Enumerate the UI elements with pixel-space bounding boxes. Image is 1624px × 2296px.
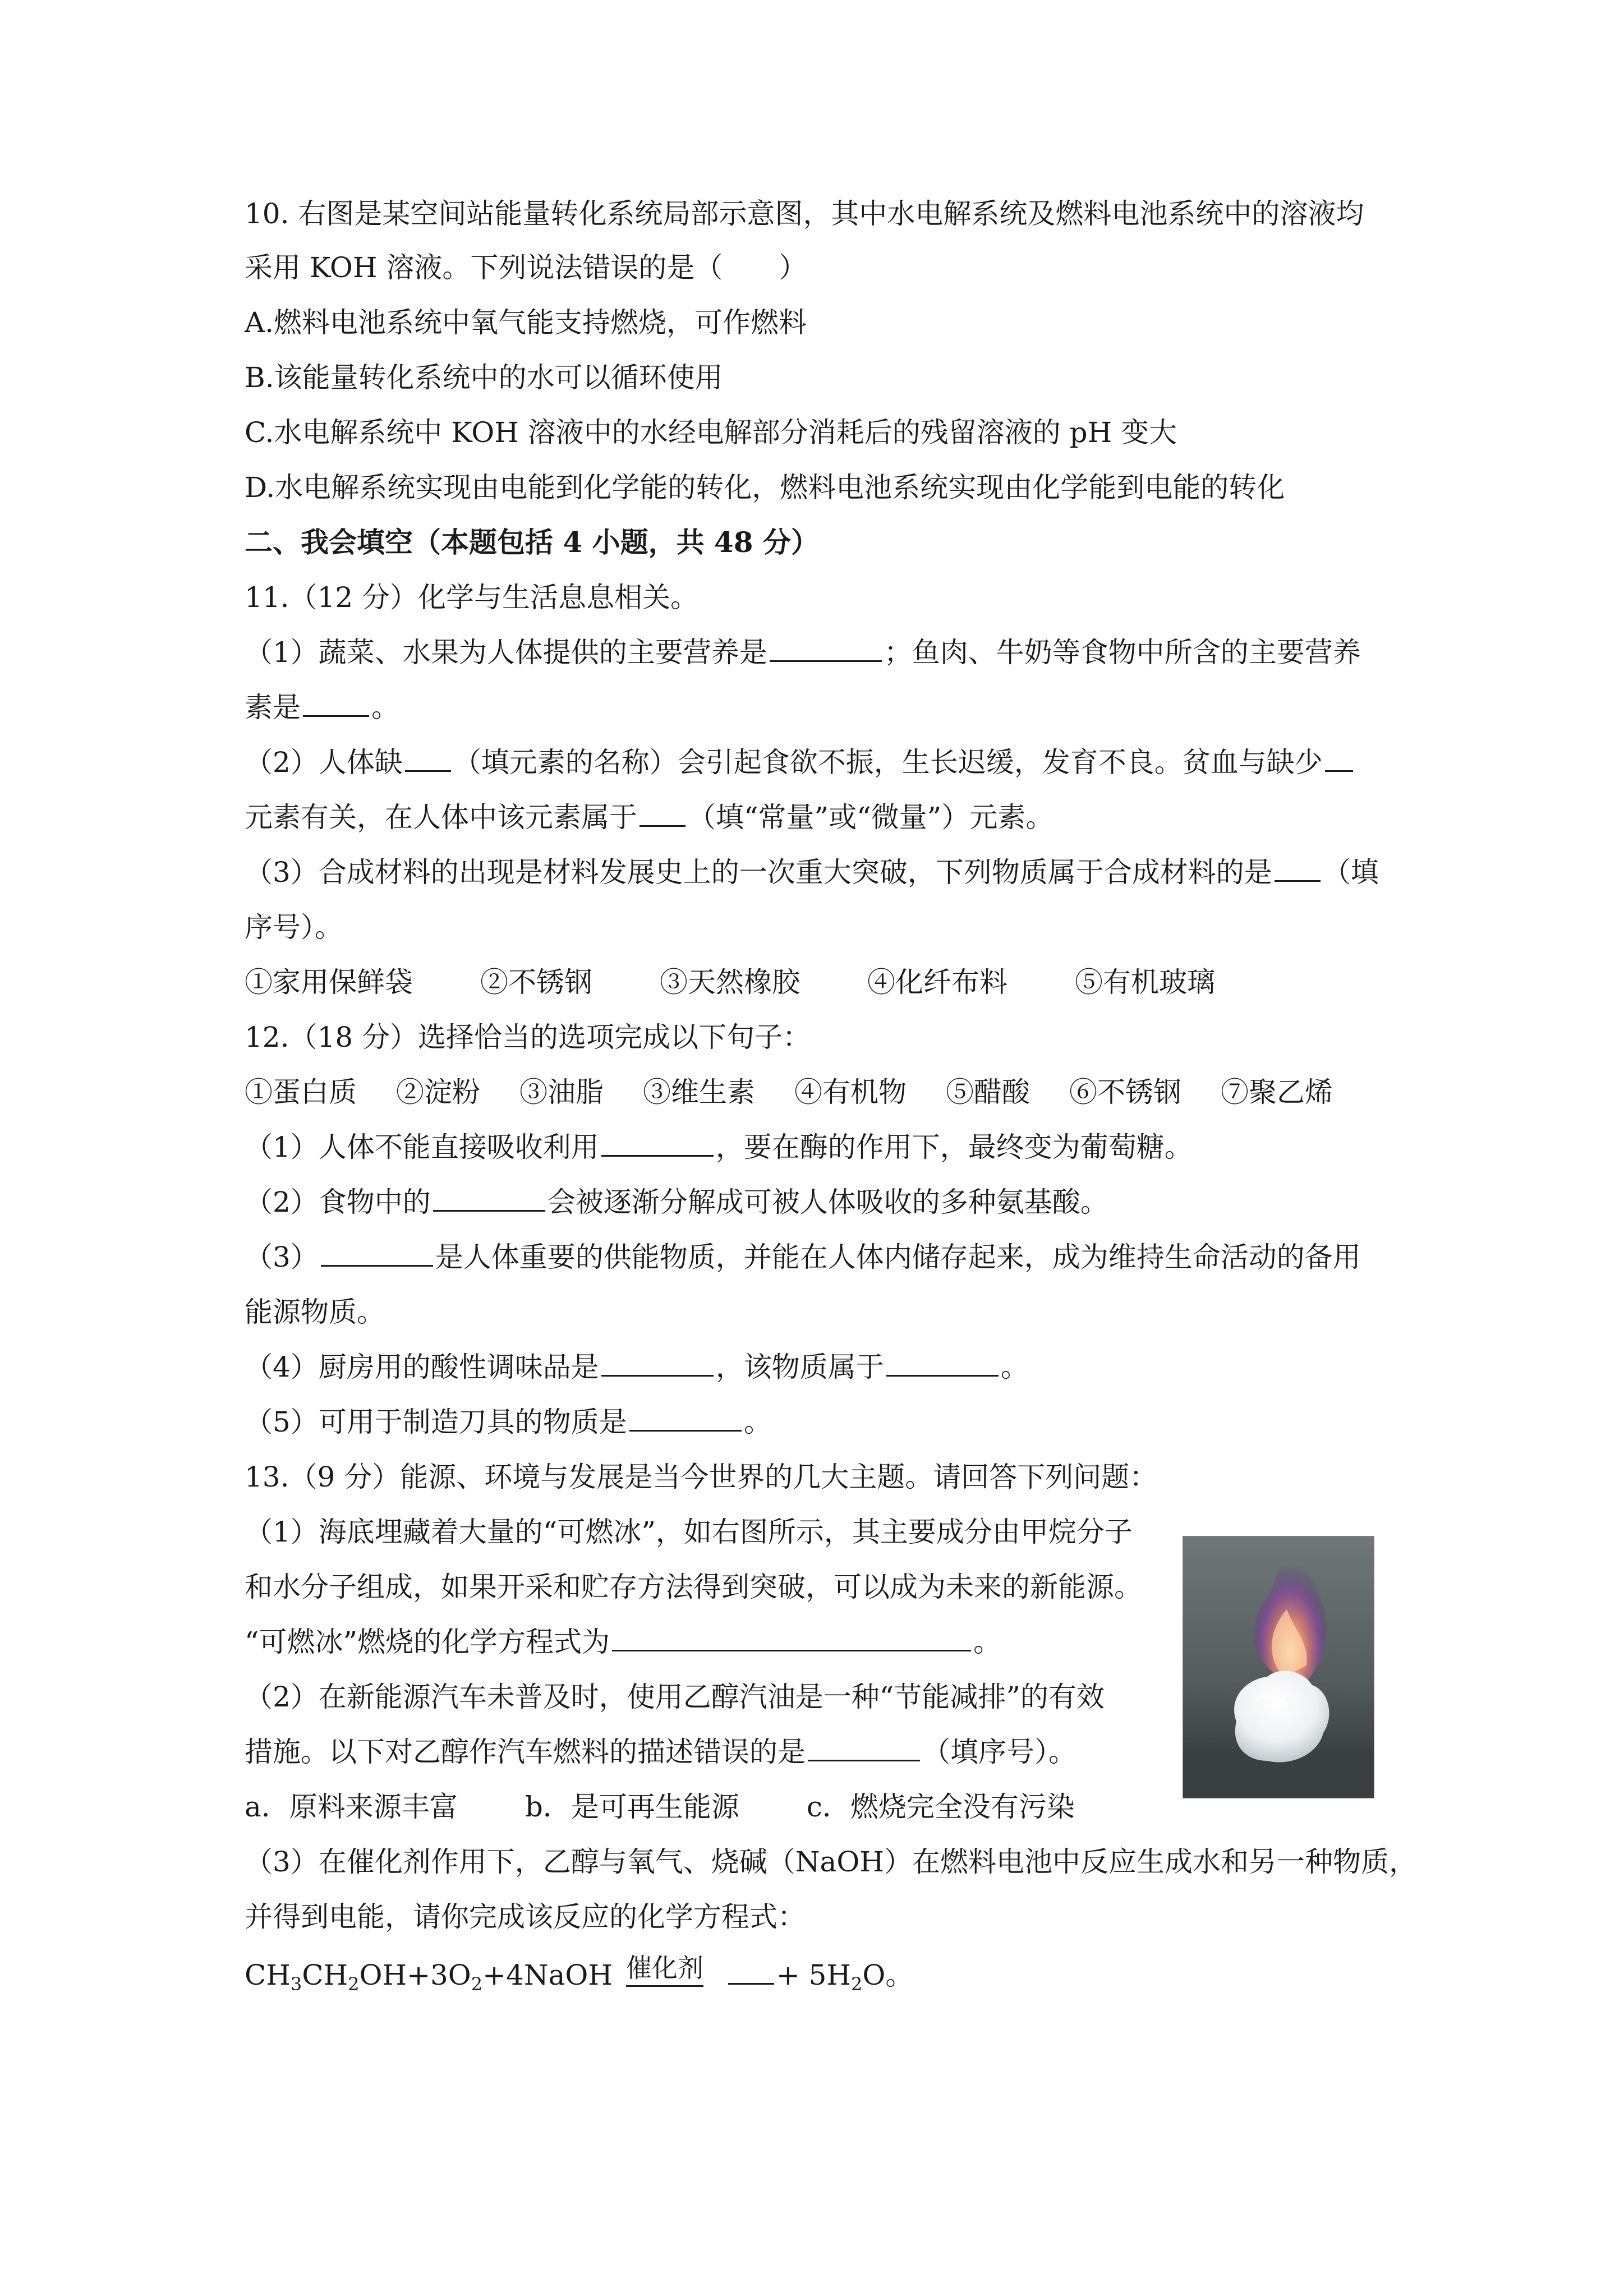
q13-part3-line2: 并得到电能，请你完成该反应的化学方程式： — [245, 1901, 806, 1933]
q13-p2-text: 措施。以下对乙醇作汽车燃料的描述错误的是 — [245, 1736, 806, 1768]
q12-p4-text: 。 — [1000, 1351, 1029, 1383]
q10-option-a: A.燃料电池系统中氧气能支持燃烧，可作燃料 — [245, 306, 807, 339]
eq-subscript: 3 — [290, 1973, 302, 1995]
q12-part3-line1 — [245, 1240, 1361, 1274]
q13-p1-text: “可燃冰”燃烧的化学方程式为 — [245, 1626, 610, 1658]
answer-blank[interactable] — [629, 1405, 742, 1432]
q13-options — [245, 1789, 1075, 1824]
q10-option-c: C.水电解系统中 KOH 溶液中的水经电解部分消耗后的残留溶液的 pH 变大 — [245, 416, 1177, 449]
q13-p1-text: 。 — [973, 1626, 1002, 1658]
q11-part3-line2: 序号）。 — [245, 911, 343, 944]
q11-p1-text: ；鱼肉、牛奶等食物中所含的主要营养 — [884, 636, 1361, 669]
answer-blank[interactable] — [405, 746, 451, 772]
q11-p3-text: （填 — [1322, 856, 1379, 889]
q12-p5-text: （5）可用于制造刀具的物质是 — [245, 1406, 627, 1438]
q11-p3-text: （3）合成材料的出现是材料发展史上的一次重大突破，下列物质属于合成材料的是 — [245, 856, 1272, 889]
choice-item: ⑤有机玻璃 — [1075, 966, 1215, 999]
answer-blank[interactable] — [886, 1350, 999, 1377]
choice-item: c．燃烧完全没有污染 — [806, 1791, 1075, 1823]
q11-p2-text: 元素有关，在人体中该元素属于 — [245, 801, 637, 834]
q13-part2-line1: （2）在新能源汽车未普及时，使用乙醇汽油是一种“节能减排”的有效 — [245, 1681, 1105, 1713]
q12-title: 12.（18 分）选择恰当的选项完成以下句子： — [245, 1021, 811, 1053]
section-heading: 二、我会填空（本题包括 4 小题，共 48 分） — [245, 526, 819, 559]
q12-p1-text: （1）人体不能直接吸收利用 — [245, 1131, 599, 1163]
q12-p4-text: ，该物质属于 — [715, 1351, 884, 1383]
q13-p2-text: （填序号）。 — [922, 1736, 1076, 1768]
choice-item: a．原料来源丰富 — [245, 1791, 458, 1823]
combustible-ice-image — [1183, 1536, 1374, 1798]
eq-text: O。 — [862, 1959, 914, 1991]
eq-text: +4NaOH — [482, 1959, 613, 1991]
q11-p2-text: （填“常量”或“微量”）元素。 — [688, 801, 1054, 834]
q12-p3-text: （3） — [245, 1241, 319, 1273]
answer-blank[interactable] — [728, 1958, 774, 1985]
q10-option-b: B.该能量转化系统中的水可以循环使用 — [245, 361, 723, 394]
eq-subscript: 2 — [348, 1973, 360, 1995]
answer-blank[interactable] — [601, 1350, 714, 1377]
answer-blank[interactable] — [640, 800, 686, 827]
q12-part3-line2: 能源物质。 — [245, 1296, 385, 1328]
q11-part2-line1 — [245, 745, 1355, 780]
combustible-ice-photo — [1183, 1536, 1374, 1798]
answer-blank[interactable] — [1275, 855, 1321, 882]
answer-blank[interactable] — [612, 1625, 971, 1651]
q12-p5-text: 。 — [743, 1406, 772, 1438]
choice-item: ②淀粉 — [396, 1076, 480, 1108]
choice-item: ③维生素 — [643, 1076, 755, 1108]
choice-item: ①蛋白质 — [245, 1076, 357, 1108]
q11-choices — [245, 965, 1215, 1000]
eq-text: + 5H — [776, 1959, 852, 1991]
q11-p2-text: （填元素的名称）会引起食欲不振，生长迟缓，发育不良。贫血与缺少 — [453, 746, 1323, 779]
eq-subscript: 2 — [471, 1973, 483, 1995]
q12-choices — [245, 1075, 1333, 1110]
q12-part2 — [245, 1185, 1108, 1220]
q12-p1-text: ，要在酶的作用下，最终变为葡萄糖。 — [715, 1131, 1193, 1163]
q10-option-d: D.水电解系统实现由电能到化学能的转化，燃料电池系统实现由化学能到电能的转化 — [245, 471, 1285, 504]
answer-blank[interactable] — [433, 1185, 545, 1212]
catalyst-label: 催化剂 — [626, 1950, 703, 1987]
choice-item: ⑥不锈钢 — [1069, 1076, 1181, 1108]
q12-part1 — [245, 1130, 1193, 1165]
q11-part2-line2 — [245, 800, 1053, 835]
answer-blank[interactable] — [770, 636, 882, 662]
eq-subscript: 2 — [851, 1973, 863, 1995]
q12-p2-text: 会被逐渐分解成可被人体吸收的多种氨基酸。 — [547, 1186, 1108, 1218]
answer-blank[interactable] — [303, 691, 369, 717]
choice-item: ③油脂 — [519, 1076, 604, 1108]
choice-item: ④化纤布料 — [867, 966, 1007, 999]
eq-text: CH — [245, 1959, 291, 1991]
choice-item: ②不锈钢 — [480, 966, 592, 999]
chemical-equation — [245, 1953, 914, 1995]
q12-part5 — [245, 1405, 772, 1439]
answer-blank[interactable] — [808, 1735, 920, 1761]
q11-p1-text: 素是 — [245, 691, 301, 724]
q13-part3-line1: （3）在催化剂作用下，乙醇与氧气、烧碱（NaOH）在燃料电池中反应生成水和另一种物质， — [245, 1846, 1417, 1878]
q13-part2-line2 — [245, 1734, 1076, 1769]
answer-blank[interactable] — [321, 1240, 433, 1267]
q12-p4-text: （4）厨房用的酸性调味品是 — [245, 1351, 599, 1383]
q11-part1-line2 — [245, 690, 399, 725]
q11-part1-line1 — [245, 635, 1361, 670]
eq-text: OH+3O — [359, 1959, 471, 1991]
choice-item: b．是可再生能源 — [525, 1791, 739, 1823]
choice-item: ⑦聚乙烯 — [1221, 1076, 1333, 1108]
choice-item: ④有机物 — [794, 1076, 907, 1108]
q11-p1-text: （1）蔬菜、水果为人体提供的主要营养是 — [245, 636, 767, 669]
q11-title: 11.（12 分）化学与生活息息相关。 — [245, 581, 699, 614]
q12-p2-text: （2）食物中的 — [245, 1186, 431, 1218]
q13-part1-line1: （1）海底埋藏着大量的“可燃冰”，如右图所示，其主要成分由甲烷分子 — [245, 1516, 1133, 1548]
q10-stem-line2: 采用 KOH 溶液。下列说法错误的是（ ） — [245, 251, 807, 284]
q12-p3-text: 是人体重要的供能物质，并能在人体内储存起来，成为维持生命活动的备用 — [435, 1241, 1361, 1273]
choice-item: ③天然橡胶 — [660, 966, 800, 999]
choice-item: ⑤醋酸 — [946, 1076, 1030, 1108]
eq-text: CH — [302, 1959, 348, 1991]
q11-part3-line1 — [245, 855, 1379, 890]
q10-stem-line1: 10. 右图是某空间站能量转化系统局部示意图，其中水电解系统及燃料电池系统中的溶液均 — [245, 197, 1364, 230]
choice-item: ①家用保鲜袋 — [245, 966, 413, 999]
q12-part4 — [245, 1350, 1029, 1384]
q13-part1-line2: 和水分子组成，如果开采和贮存方法得到突破，可以成为未来的新能源。 — [245, 1571, 1142, 1603]
q11-p1-text: 。 — [371, 691, 399, 724]
answer-blank[interactable] — [1325, 746, 1353, 772]
q13-part1-line3 — [245, 1625, 1001, 1659]
q11-p2-text: （2）人体缺 — [245, 746, 403, 779]
q13-title: 13.（9 分）能源、环境与发展是当今世界的几大主题。请回答下列问题： — [245, 1461, 1158, 1493]
answer-blank[interactable] — [601, 1130, 714, 1157]
